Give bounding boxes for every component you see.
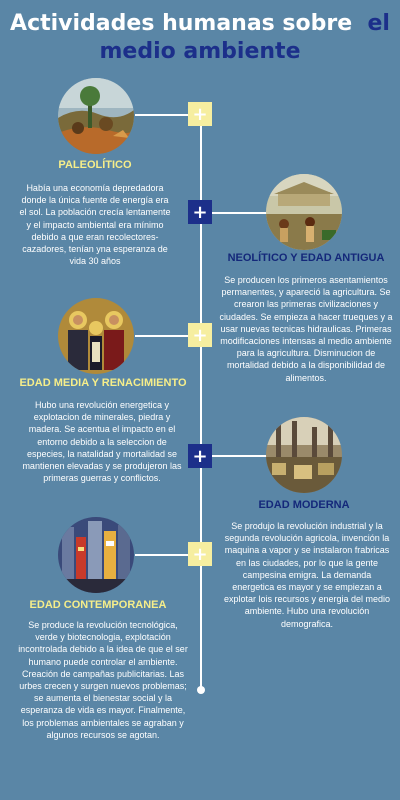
period-description: Hubo una revolución energetica y explotacion de minerales, piedra y madera. Se acentua el impacto en el entorno debido a la seleccion de especies, la natalidad y mortalidad se mantienen elevadas y se produjeron las primeras guerras y conflictos.	[22, 400, 182, 484]
medieval-image	[58, 298, 134, 374]
period-marker: +	[188, 102, 212, 126]
period-description: Se producen los primeros asentamientos permanentes, y apareció la agricultura. Se crearon las primeras civilizaciones y ciudades. Se empieza a hacer trueques y a usar nuevas tecnicas hidraulicas. Primeras modificaciones intensas al medio ambiente para la agricultura. Disminucion de mortalidad debido a la disponibilidad de alimentos.	[219, 275, 393, 383]
connector	[135, 335, 190, 337]
period-heading: EDAD MODERNA	[258, 499, 350, 511]
timeline-end-dot	[197, 686, 205, 694]
paleolithic-image	[58, 78, 134, 154]
timeline-line	[200, 105, 202, 690]
connector	[212, 212, 267, 214]
period-marker: +	[188, 323, 212, 347]
contemporary-age-image	[58, 517, 134, 593]
title-accent: el	[367, 11, 390, 36]
period-heading: EDAD MEDIA Y RENACIMIENTO	[19, 377, 187, 389]
neolithic-image	[266, 174, 342, 250]
period-marker: +	[188, 542, 212, 566]
period-description: Se produjo la revolución industrial y la segunda revolución agricola, invención la maquina a vapor y se instalaron frabricas en las ciudades, por lo que la gente campesina emigra. La demanda energetica es mayor y se empiezan a explotar lois recursos y energia del medio ambiente. Hubo una revolución demografica.	[223, 521, 391, 629]
period-description: Había una economía depredadora donde la única fuente de energía era el sol. La población crecía lentamente y el impacto ambiental era mínimo debido a que eran recolectores-cazadores, tenían yna esperanza de vida 30 años	[19, 183, 171, 267]
connector	[135, 114, 190, 116]
period-marker: +	[188, 200, 212, 224]
connector	[212, 455, 267, 457]
period-heading: PALEOLÍTICO	[58, 159, 132, 171]
title-line-1: Actividades humanas sobre	[10, 11, 353, 36]
connector	[135, 554, 190, 556]
period-heading: EDAD CONTEMPORANEA	[29, 599, 167, 611]
period-marker: +	[188, 444, 212, 468]
modern-age-image	[266, 417, 342, 493]
period-description: Se produce la revolución tecnológica, verde y biotecnologia, explotación incontrolada debido a la idea de que el ser humano puede controlar el ambiente. Creación de campañas publicitarias. Las urbes crecen y surgen nuevos problemas; se aumenta el bienestar social y la esperanza de vida es mayor. Finalmente, los problemas ambientales se agraban y algunos recursos se agotan.	[18, 620, 188, 740]
period-heading: NEOLÍTICO Y EDAD ANTIGUA	[227, 252, 385, 264]
page-title	[0, 10, 400, 66]
title-line-2: medio ambiente	[99, 39, 301, 64]
